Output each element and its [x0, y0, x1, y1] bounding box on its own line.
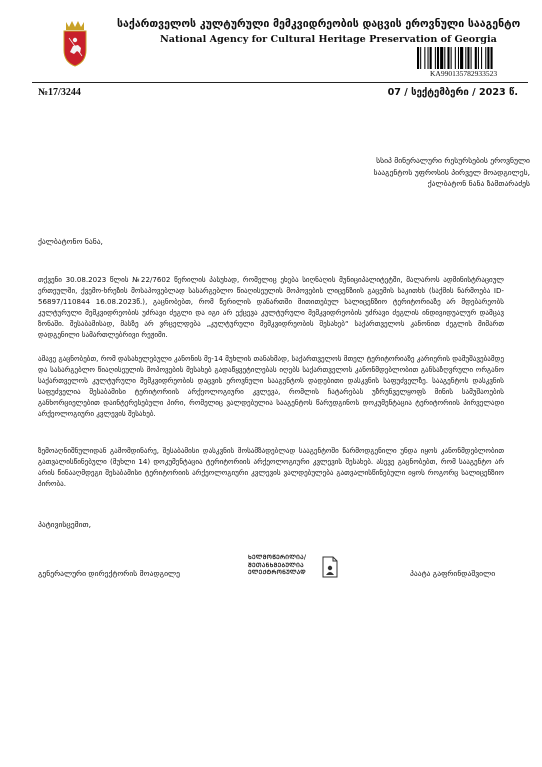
barcode-bar — [471, 47, 472, 69]
barcode-bar — [491, 47, 493, 69]
body-paragraph: ამავე გაცნობებთ, რომ დასახელებული კანონის მე-14 მუხლის თანახმად, საქართველოს მთელ ტერიტორიაზე კარიერის დამუშავებამდე და სასარგებლო წიაღისეულის მოპოვების მესახებ გადაწყვეტილებას იღებს საქართველოს კანონმდებლობით განსაზღვრული ორგანო საქართველოს კულტურული მემკვიდრეობის დაცვის ეროვნული სააგენტოს დადებითი დასკვნის საფუძველზე. სააგენტოს დასკვნის საფუძველია შესაბამისი ტერიტორიის არქეოლოგიური კვლევა, რომლის ჩატარებას უზრუნველყოფს მინის სამუშაოების განხორციელებით დაინტერესებული პირი, რომელიც ვალდებულია სააგენტოს წარუდგინოს დოკუმენტაცია ტერიტორიის პირველადი არქეოლოგიური კვლევის შესახებ. — [38, 354, 504, 418]
barcode-bar — [420, 47, 421, 69]
stamp-line: ᲔᲚᲔᲥᲢᲠᲝᲜᲣᲚᲐᲓ — [248, 570, 306, 577]
body-paragraph: თქვენი 30.08.2023 წლის №22/7602 წერილის პასუხად, რომელიც ეხება სიღნაღის მუნიციპალიტეტში, მალაროს ადმინისტრაციულ ერთეულში, ქვემო-ხრეზის მოსაპოვებლად სასარგებლო წიაღისეულის მოპოვების ლიცენზიის გაცემის საკითხს (საქმის ნარმოება ID-56897/110844 16.08.2023წ.), გაცნობებთ, რომ წერილის დანართში მითითებულ სალიცენზიო ტერიტორიაზე არ მდებარეობს კულტურული მემკვიდრეობის უძრავი ძეგლი და იგი არ ექცევა კულტურული მემკვიდრეობის უძრავი ძეგლის ინდივიდუალურ დამცავ ზონაში. შესაბამისად, მასზე არ ვრცელდება „კულტურული მემკვიდრეობის შესახებ“ საქართველოს კანონით ძეგლის მიმართ დადგენილი სამართლებრივი რეჟიმი. — [38, 275, 504, 339]
barcode-bar — [451, 47, 452, 69]
barcode-bar — [440, 47, 443, 69]
addressee-line: სსიპ მინერალური რესურსების ეროვნული — [376, 156, 530, 165]
signatory-name: პაატა გაფრინდაშვილი — [410, 569, 496, 578]
barcode-bar — [487, 47, 489, 69]
barcode-bar — [428, 47, 429, 69]
body-paragraph: ზემოაღნიშნულიდან გამომდინარე, შესაბამისი დასკვნის მოსამზადებლად სააგენტოში წარმოდგენილი უნდა იყოს კანონმდებლობით გათვალისწინებული (მუხლი 14) დოკუმენტაცია ტერიტორიის არქეოლოგიური კვლევის შესახებ. ასევე გაცნობებთ, რომ სააგენტო არ არის წინააღმდეგი შესაბამისი ტერიტორიის არქეოლოგიური კვლევის ვალდებულება გათვალისწინებული იყოს როგორც სალიცენზიო პირობა. — [38, 446, 504, 488]
stamp-line: ᲨᲔᲗᲐᲜᲮᲛᲔᲑᲣᲚᲘᲐ — [248, 562, 304, 569]
electronic-signature-stamp — [248, 555, 306, 578]
barcode-bar — [417, 47, 419, 69]
addressee-block — [300, 155, 530, 190]
registration-date: 07 / სექტემბერი / 2023 წ. — [387, 87, 518, 98]
barcode-number: KA990135782933523 — [430, 69, 498, 78]
signatory-title: გენერალური დირექტორის მოადგილე — [38, 569, 180, 578]
barcode-bar — [481, 47, 482, 69]
barcode-bar — [444, 47, 445, 69]
stamp-line: ᲮᲔᲚᲛᲝᲬᲔᲠᲘᲚᲘᲐ/ — [248, 555, 307, 561]
document-icon — [322, 556, 338, 578]
barcode-bar — [478, 47, 479, 69]
closing: პატივისცემით, — [38, 520, 91, 529]
georgian-coat-of-arms-icon — [60, 18, 90, 68]
barcode-bar — [455, 47, 456, 69]
header-divider — [32, 82, 528, 83]
org-name-georgian: საქართველოს კულტურული მემკვიდრეობის დაცვის ეროვნული სააგენტო — [117, 18, 521, 30]
addressee-line: სააგენტოს უფროსის პირველ მოადგილეს, — [373, 167, 530, 177]
barcode-bar — [467, 47, 469, 69]
barcode-bar — [430, 47, 432, 69]
addressee-line: ქალბატონ ნანა ზამთარაძეს — [427, 179, 530, 188]
barcode-bar — [435, 47, 436, 69]
barcode-bar — [475, 47, 477, 69]
barcode-bar — [458, 47, 459, 69]
barcode — [417, 47, 522, 69]
registration-number: №17/3244 — [38, 87, 81, 98]
barcode-bar — [460, 47, 463, 69]
barcode-bar — [424, 47, 425, 69]
org-name-english: National Agency for Cultural Heritage Preservation of Georgia — [160, 34, 497, 45]
barcode-bar — [485, 47, 486, 69]
barcode-bar — [447, 47, 449, 69]
barcode-bar — [437, 47, 439, 69]
salutation: ქალბატონო ნანა, — [38, 237, 103, 246]
barcode-bar — [465, 47, 466, 69]
